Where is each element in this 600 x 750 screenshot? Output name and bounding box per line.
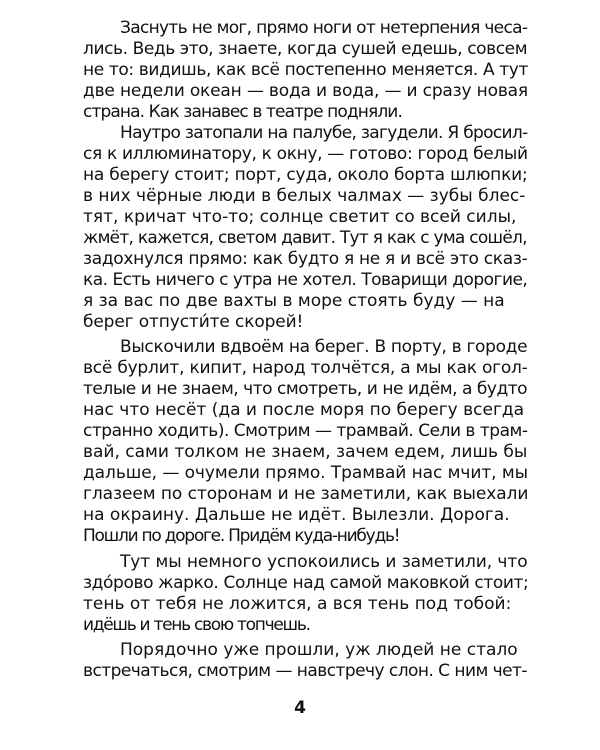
text-line: Заснуть не мог, прямо ноги от нетерпения чеса- <box>120 18 528 38</box>
text-line: здо́рово жарко. Солнце над самой маковкой стоит; <box>83 573 529 593</box>
text-line: дальше, — очумели прямо. Трамвай нас мчит, мы <box>83 463 528 483</box>
text-line: телые и не знаем, что смотреть, и не идём, а будто <box>83 379 528 399</box>
text-line: ся к иллюминатору, к окну, — готово: город белый <box>83 144 528 164</box>
text-line: задохнулся прямо: как будто я не я и всё это сказ- <box>83 249 528 269</box>
text-line: идёшь и тень свою топчешь. <box>83 615 310 635</box>
text-line: две недели океан — вода и вода, — и сразу новая <box>83 81 528 101</box>
text-line: страна. Как занавес в театре подняли. <box>83 102 402 122</box>
text-line: Тут мы немного успокоились и заметили, что <box>120 552 528 572</box>
page-number: 4 <box>294 698 306 718</box>
text-line: тят, кричат что-то; солнце светит со всей силы, <box>83 207 517 227</box>
text-line: ка. Есть ничего с утра не хотел. Товарищи дорогие, <box>83 270 528 290</box>
text-line: всё бурлит, кипит, народ толчётся, а мы как огол- <box>83 358 528 378</box>
text-line: глазеем по сторонам и не заметили, как выехали <box>83 484 529 504</box>
text-line: нас что несёт (да и после моря по берегу всегда <box>83 400 525 420</box>
text-line: лись. Ведь это, знаете, когда сушей едешь, совсем <box>83 39 528 59</box>
text-line: Выскочили вдвоём на берег. В порту, в городе <box>120 337 528 357</box>
text-line: Наутро затопали на палубе, загудели. Я бросил- <box>120 123 528 143</box>
text-line: на окраину. Дальше не идёт. Вылезли. Дорога. <box>83 505 510 525</box>
text-line: вай, сами толком не знаем, зачем едем, лишь бы <box>83 442 528 462</box>
text-line: Пошли по дороге. Придём куда-нибудь! <box>83 526 400 546</box>
text-line: не то: видишь, как всё постепенно меняется. А тут <box>83 60 528 80</box>
text-line: в них чёрные люди в белых чалмах — зубы блес- <box>83 186 526 206</box>
text-line: я за вас по две вахты в море стоять буду — на <box>83 291 505 311</box>
text-line: Порядочно уже прошли, уж людей не стало <box>120 640 518 660</box>
text-line: жмёт, кажется, светом давит. Тут я как с ума сошёл, <box>83 228 527 248</box>
text-line: на берегу стоит; порт, суда, около борта шлюпки; <box>83 165 528 185</box>
text-line: берег отпусти́те скорей! <box>83 312 304 332</box>
text-line: странно ходить). Смотрим — трамвай. Сели в трам- <box>83 421 528 441</box>
text-line: тень от тебя не ложится, а вся тень под тобой: <box>83 594 512 614</box>
text-line: встречаться, смотрим — навстречу слон. С ним чет- <box>83 661 527 681</box>
